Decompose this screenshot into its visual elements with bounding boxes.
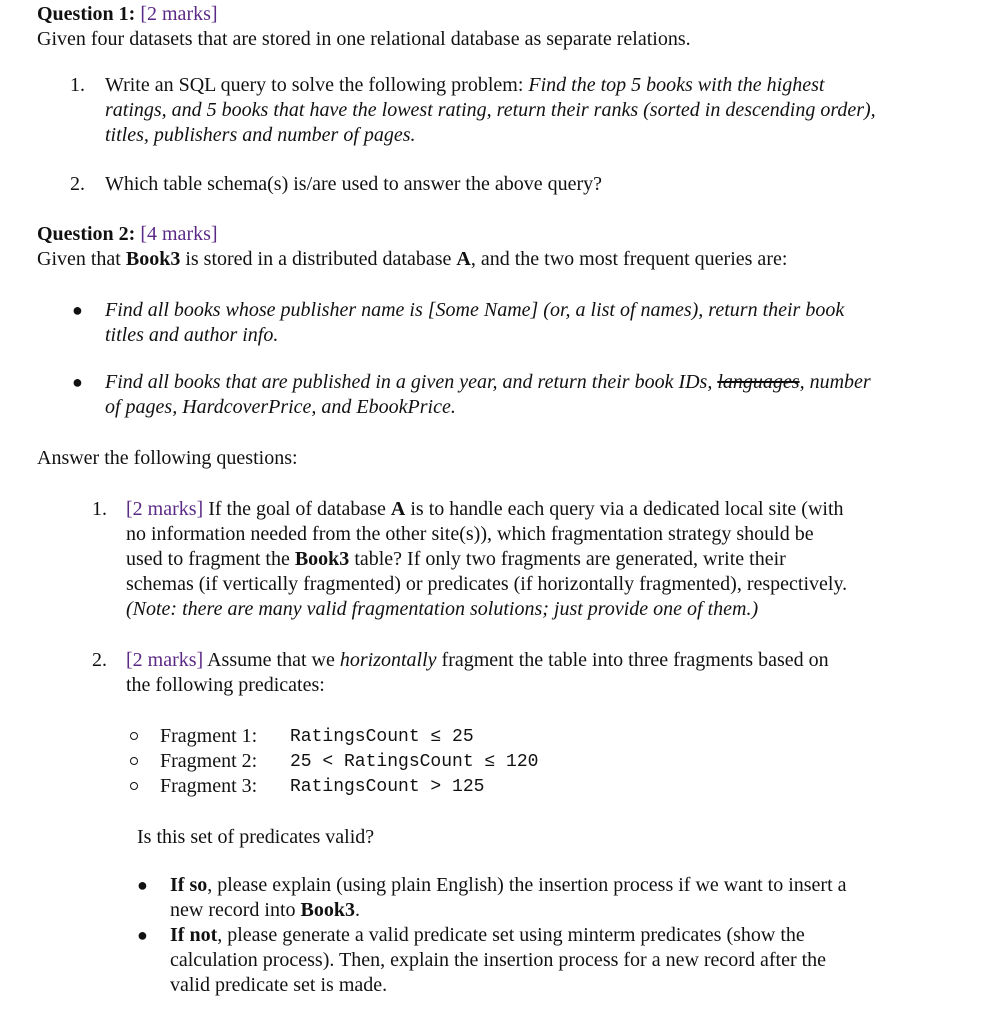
q1-item-1-task-start: Find the top 5 books with the highest: [528, 74, 825, 96]
q2-sub-1-l3-part-a: used to fragment the: [126, 548, 295, 570]
if-not-line-2: calculation process). Then, explain the insertion process for a new record after the: [170, 949, 827, 971]
q2-sub-1-line-1: [126, 497, 844, 522]
q2-intro-part-e: , and the two most frequent queries are:: [470, 248, 788, 270]
if-so-l2-part-a: new record into: [170, 899, 301, 921]
question-2-marks: [4 marks]: [140, 223, 218, 245]
fragment-1-label: Fragment 1:: [160, 725, 258, 747]
question-1-heading: [37, 2, 218, 27]
circle-bullet-icon: [130, 757, 138, 765]
if-not-text: , please generate a valid predicate set using minterm predicates (show the: [217, 924, 805, 946]
fragment-3-predicate: RatingsCount > 125: [290, 777, 485, 797]
q1-item-1-line-3: titles, publishers and number of pages.: [105, 124, 416, 146]
q2-sub-2-line-1: [126, 648, 829, 673]
if-so-line-2: [170, 898, 360, 923]
answer-prompt: Answer the following questions:: [37, 447, 298, 469]
q2-sub-1-db-name: A: [390, 498, 406, 520]
if-so-line-1: [170, 873, 847, 898]
q2-sub-1-line-2: no information needed from the other site(s)), which fragmentation strategy should be: [126, 523, 814, 545]
if-so-table-name: Book3: [300, 899, 355, 921]
query-2-line-1: [105, 370, 871, 395]
q2-sub-1-part-a: If the goal of database: [203, 498, 391, 520]
question-2-label: Question 2:: [37, 223, 136, 245]
bullet-icon: ●: [137, 875, 148, 895]
q2-sub-2-emphasis: horizontally: [339, 649, 437, 671]
question-1-intro: Given four datasets that are stored in one relational database as separate relations.: [37, 28, 691, 50]
q2-sub-1-marks: [2 marks]: [126, 498, 204, 520]
query-1-line-2: titles and author info.: [105, 324, 279, 346]
q1-item-2-number: 2.: [70, 173, 85, 195]
q2-sub-2-line-2: the following predicates:: [126, 674, 325, 696]
question-2-intro: [37, 247, 787, 272]
q1-item-1-lead: Write an SQL query to solve the following problem:: [105, 74, 529, 96]
validity-question: Is this set of predicates valid?: [137, 826, 375, 848]
q1-item-1-line-1: [105, 73, 824, 98]
if-so-text: , please explain (using plain English) the insertion process if we want to insert a: [207, 874, 847, 896]
question-2-heading: [37, 222, 218, 247]
q1-item-2-text: Which table schema(s) is/are used to answer the above query?: [105, 173, 603, 195]
if-so-label: If so: [170, 874, 208, 896]
fragment-2-predicate: 25 < RatingsCount ≤ 120: [290, 752, 539, 772]
bullet-icon: ●: [72, 300, 83, 320]
q2-sub-1-number: 1.: [92, 498, 107, 520]
query-2-part-b: , number: [799, 371, 871, 393]
bullet-icon: ●: [137, 925, 148, 945]
question-1-label: Question 1:: [37, 3, 136, 25]
q2-intro-db-name: A: [456, 248, 471, 270]
q1-item-1-line-2: ratings, and 5 books that have the lowest rating, return their ranks (sorted in descending order),: [105, 99, 876, 121]
q2-sub-1-table-name: Book3: [294, 548, 350, 570]
if-not-line-3: valid predicate set is made.: [170, 974, 388, 996]
if-not-label: If not: [170, 924, 218, 946]
fragment-2-label: Fragment 2:: [160, 750, 258, 772]
q2-sub-2-part-c: fragment the table into three fragments based on: [436, 649, 829, 671]
if-not-line-1: [170, 923, 805, 948]
q2-sub-2-part-a: Assume that we: [203, 649, 340, 671]
q2-sub-1-note: (Note: there are many valid fragmentation solutions; just provide one of them.): [126, 598, 759, 620]
query-2-line-2: of pages, HardcoverPrice, and EbookPrice.: [105, 396, 456, 418]
circle-bullet-icon: [130, 732, 138, 740]
q2-intro-part-c: is stored in a distributed database: [180, 248, 457, 270]
circle-bullet-icon: [130, 782, 138, 790]
q2-sub-2-marks: [2 marks]: [126, 649, 204, 671]
q2-sub-2-number: 2.: [92, 649, 107, 671]
question-1-marks: [2 marks]: [140, 3, 218, 25]
fragment-1-predicate: RatingsCount ≤ 25: [290, 727, 474, 747]
bullet-icon: ●: [72, 372, 83, 392]
q2-intro-part-a: Given that: [37, 248, 126, 270]
fragment-3-label: Fragment 3:: [160, 775, 258, 797]
q2-sub-1-l3-part-c: table? If only two fragments are generated, write their: [349, 548, 786, 570]
q2-sub-1-line-3: [126, 547, 786, 572]
query-2-struck-word: languages: [717, 371, 800, 393]
query-2-part-a: Find all books that are published in a given year, and return their book IDs,: [105, 371, 718, 393]
query-1-line-1: Find all books whose publisher name is [Some Name] (or, a list of names), return their book: [105, 299, 845, 321]
q2-intro-table-name: Book3: [125, 248, 181, 270]
q1-item-1-number: 1.: [70, 74, 85, 96]
q2-sub-1-part-c: is to handle each query via a dedicated local site (with: [405, 498, 844, 520]
q2-sub-1-line-4: schemas (if vertically fragmented) or predicates (if horizontally fragmented), respectively.: [126, 573, 848, 595]
if-so-l2-part-c: .: [354, 899, 360, 921]
